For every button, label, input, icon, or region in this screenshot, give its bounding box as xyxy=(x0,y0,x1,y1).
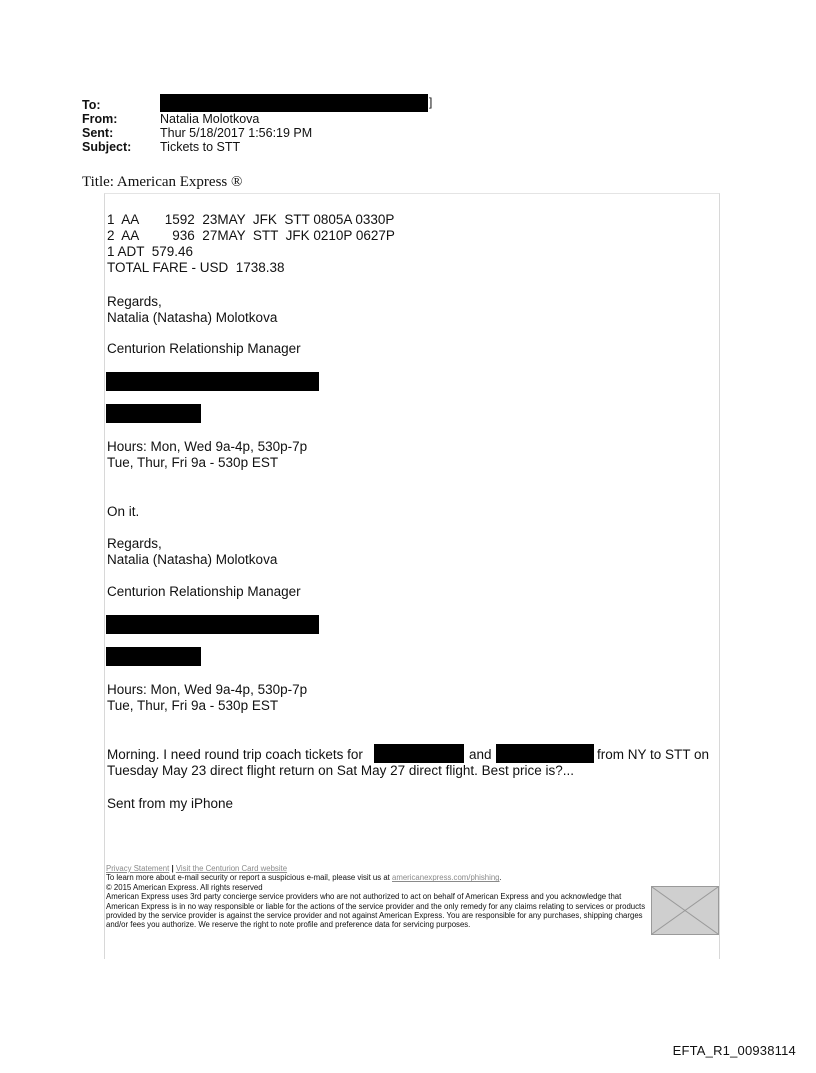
phishing-link[interactable]: americanexpress.com/phishing xyxy=(392,873,500,883)
broken-image-placeholder-icon xyxy=(651,886,719,935)
original-message-part-3: from NY to STT on xyxy=(597,747,710,762)
email-footer xyxy=(106,864,650,930)
itinerary-line-1: 1 AA 1592 23MAY JFK STT 0805A 0330P xyxy=(107,212,395,227)
disclaimer-text: American Express uses 3rd party concierge service providers who are not authorized to act on behalf of American Express and you acknowledge that American Express is in no way responsible or liable for the actions of the service provider and the only remedy for any claims relating to services or products provided by the service provider is against the service provider and not against American Express. You are responsible for any purchases, shipping charges and/or fees you authorize. We reserve the right to note profile and preference data for servicing purposes. xyxy=(106,892,646,930)
subject-label: Subject: xyxy=(82,140,132,154)
centurion-website-link[interactable]: Visit the Centurion Card website xyxy=(175,864,288,873)
itinerary-line-3: 1 ADT 579.46 xyxy=(107,244,194,259)
email-body-frame xyxy=(104,193,720,959)
hours-line-2: Tue, Thur, Fri 9a - 530p EST xyxy=(107,698,279,713)
to-bracket: ] xyxy=(429,95,433,109)
regards-1: Regards, xyxy=(107,294,162,309)
sender-role-1: Centurion Relationship Manager xyxy=(107,341,301,356)
sent-label: Sent: xyxy=(82,126,114,140)
itinerary-total: TOTAL FARE - USD 1738.38 xyxy=(107,260,285,275)
security-period: . xyxy=(499,873,502,883)
hours-line-2: Tue, Thur, Fri 9a - 530p EST xyxy=(107,455,279,470)
privacy-statement-link[interactable]: Privacy Statement xyxy=(106,864,170,873)
sent-value: Thur 5/18/2017 1:56:19 PM xyxy=(160,126,313,140)
to-redaction xyxy=(160,94,428,112)
hours-line-1: Hours: Mon, Wed 9a-4p, 530p-7p xyxy=(107,682,308,697)
subject-value: Tickets to STT xyxy=(160,140,241,154)
original-message-line-2: Tuesday May 23 direct flight return on Sat May 27 direct flight. Best price is?... xyxy=(107,763,574,778)
copyright-text: © 2015 American Express. All rights reserved xyxy=(106,882,263,892)
link-separator: | xyxy=(171,864,174,873)
from-label: From: xyxy=(82,112,118,126)
from-value: Natalia Molotkova xyxy=(160,112,260,126)
email-header xyxy=(82,95,433,154)
sender-name-2: Natalia (Natasha) Molotkova xyxy=(107,552,278,567)
security-line xyxy=(106,873,650,882)
redaction-block xyxy=(496,744,594,763)
original-message-part-2: and xyxy=(469,747,492,762)
to-row xyxy=(82,95,433,112)
document-id: EFTA_R1_00938114 xyxy=(672,1043,796,1058)
hours-line-1: Hours: Mon, Wed 9a-4p, 530p-7p xyxy=(107,439,308,454)
redaction-block xyxy=(106,404,201,423)
redaction-block xyxy=(374,744,464,763)
security-text: To learn more about e-mail security or report a suspicious e-mail, please visit us at xyxy=(106,873,390,883)
redaction-block xyxy=(106,647,201,666)
redaction-block xyxy=(106,372,319,391)
reply-text: On it. xyxy=(107,504,140,519)
sender-name-1: Natalia (Natasha) Molotkova xyxy=(107,310,278,325)
original-message-part-1: Morning. I need round trip coach tickets for xyxy=(107,747,363,762)
redaction-block xyxy=(106,615,319,634)
title-line: Title: American Express ® xyxy=(82,174,243,190)
sent-from-iphone: Sent from my iPhone xyxy=(107,796,234,811)
footer-links xyxy=(106,864,650,873)
sender-role-2: Centurion Relationship Manager xyxy=(107,584,301,599)
itinerary-line-2: 2 AA 936 27MAY STT JFK 0210P 0627P xyxy=(107,228,395,243)
sent-row xyxy=(82,126,432,140)
to-label: To: xyxy=(82,98,101,112)
regards-2: Regards, xyxy=(107,536,162,551)
from-row xyxy=(82,112,432,126)
subject-row xyxy=(82,140,432,154)
